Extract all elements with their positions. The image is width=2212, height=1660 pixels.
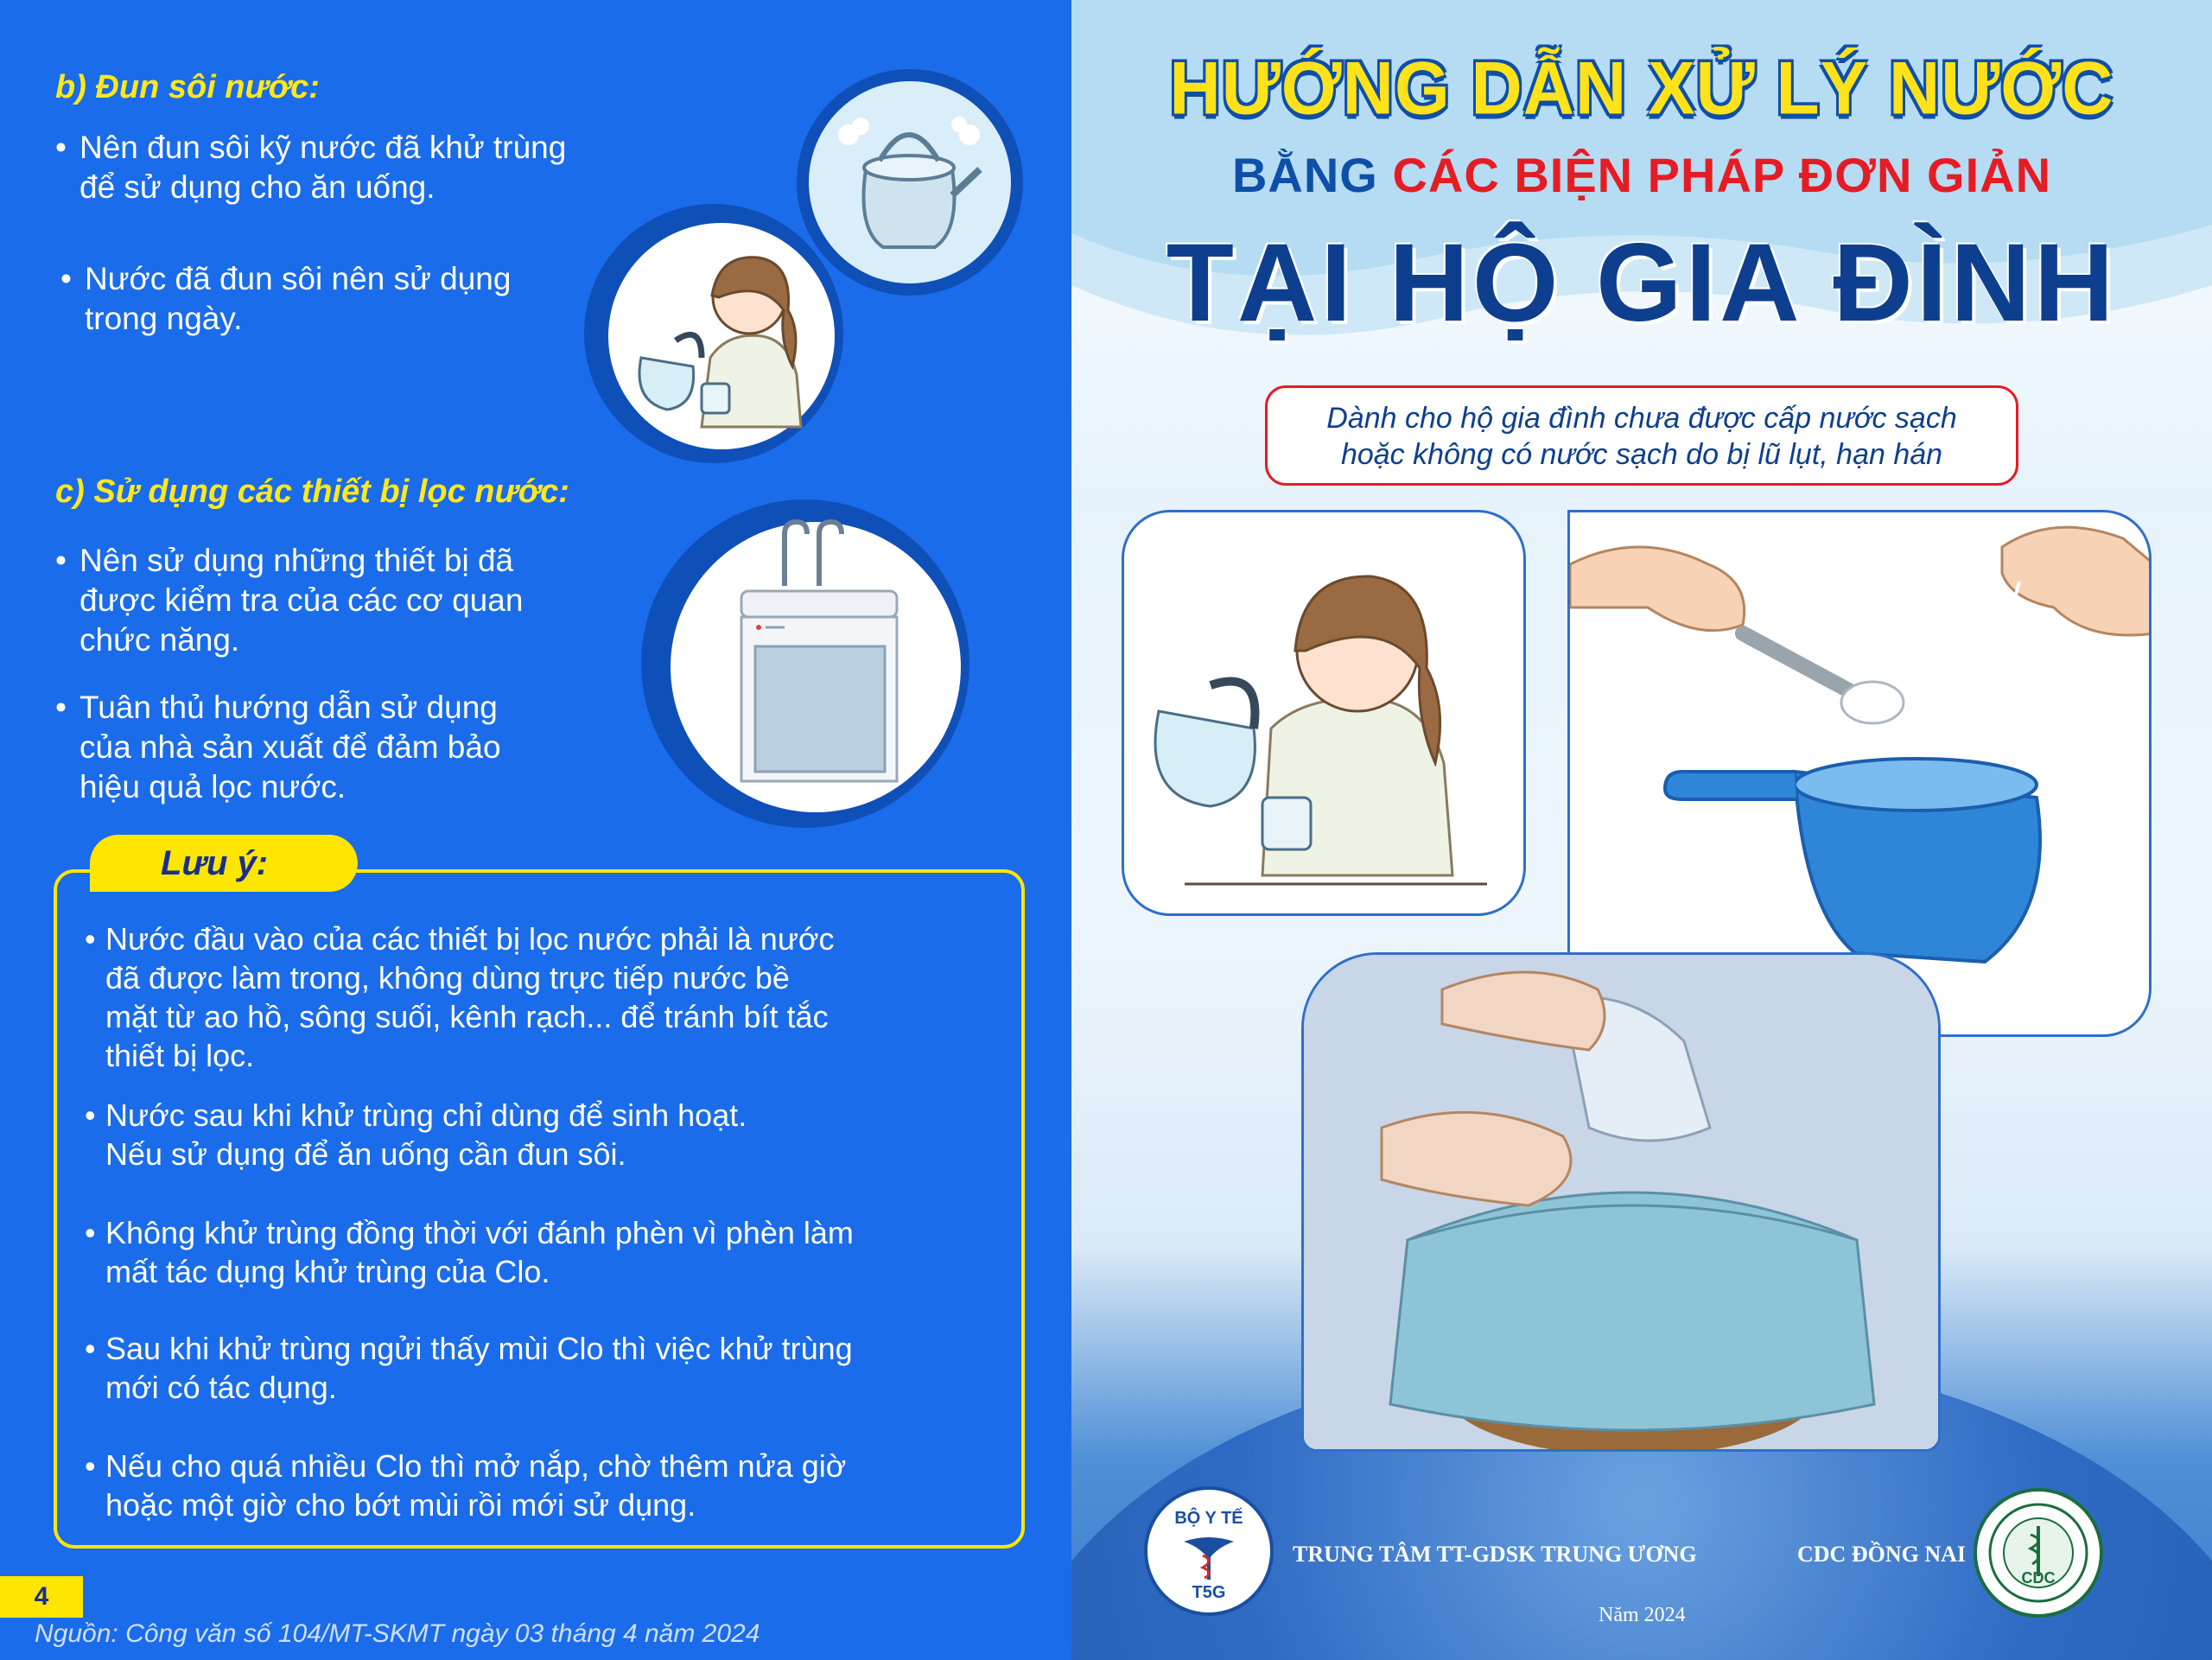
note-tag: Lưu ý: xyxy=(90,835,358,892)
subtitle-box: Dành cho hộ gia đình chưa được cấp nước sạch hoặc không có nước sạch do bị lũ lụt, hạn hán xyxy=(1265,385,2018,486)
image-card-covered-jar xyxy=(1301,952,1941,1452)
note-bullet-3: • Không khử trùng đồng thời với đánh phèn vì phèn làm mất tác dụng khử trùng của Clo. xyxy=(85,1215,854,1289)
boil-bullet-2: • Nước đã đun sôi nên sử dụng trong ngày. xyxy=(60,261,512,336)
girl-circle xyxy=(584,204,843,463)
water-filter-dispenser-icon xyxy=(733,517,906,793)
kettle-icon xyxy=(831,100,987,264)
org-right-label: CDC ĐỒNG NAI xyxy=(1797,1542,1966,1567)
title-line-2: BẰNG CÁC BIỆN PHÁP ĐƠN GIẢN xyxy=(1231,148,2052,202)
right-panel xyxy=(1071,0,2212,1660)
org-center-label: TRUNG TÂM TT-GDSK TRUNG ƯƠNG xyxy=(1293,1542,1697,1567)
note-bullet-4: • Sau khi khử trùng ngửi thấy mùi Clo thì việc khử trùng mới có tác dụng. xyxy=(85,1331,853,1405)
image-card-girl xyxy=(1122,510,1526,916)
girl-pouring-water-icon xyxy=(615,228,831,444)
page-number: 4 xyxy=(0,1576,83,1618)
title-line-1: HƯỚNG DẪN XỬ LÝ NƯỚC xyxy=(1169,47,2114,130)
girl-pouring-water-icon xyxy=(1124,512,1526,916)
cdc-seal-icon xyxy=(1982,1497,2094,1609)
section-filter-title: c) Sử dụng các thiết bị lọc nước: xyxy=(55,474,569,510)
ministry-of-health-logo: BỘ Y TẾ T5G xyxy=(1144,1486,1274,1616)
note-bullet-1: • Nước đầu vào của các thiết bị lọc nước phải là nước đã được làm trong, không dùng trực tiếp nước bề mặt từ ao hồ, sông suối, kênh rạch... để tránh bít tắc thiết bị lọc. xyxy=(85,921,835,1073)
left-panel xyxy=(0,0,1071,1660)
source-citation: Nguồn: Công văn số 104/MT-SKMT ngày 03 tháng 4 năm 2024 xyxy=(35,1619,760,1648)
boil-bullet-1: • Nên đun sôi kỹ nước đã khử trùng để sử dụng cho ăn uống. xyxy=(55,130,567,205)
covered-water-jar-icon xyxy=(1304,955,1941,1452)
cdc-dong-nai-logo: CDC xyxy=(1974,1488,2103,1618)
section-boil-title: b) Đun sôi nước: xyxy=(55,69,320,105)
filter-bullet-1: • Nên sử dụng những thiết bị đã được kiểm tra của các cơ quan chức năng. xyxy=(55,543,524,658)
filter-circle xyxy=(641,499,969,828)
filter-bullet-2: • Tuân thủ hướng dẫn sử dụng của nhà sản xuất để đảm bảo hiệu quả lọc nước. xyxy=(55,690,501,805)
note-bullet-5: • Nếu cho quá nhiều Clo thì mở nắp, chờ thêm nửa giờ hoặc một giờ cho bớt mùi rồi mới sử dụng. xyxy=(85,1448,847,1523)
caduceus-icon xyxy=(1180,1530,1237,1581)
note-bullet-2: • Nước sau khi khử trùng chỉ dùng để sinh hoạt. Nếu sử dụng để ăn uống cần đun sôi. xyxy=(85,1097,747,1172)
title-line-3: TẠI HỘ GIA ĐÌNH xyxy=(1166,221,2118,345)
year-label: Năm 2024 xyxy=(1599,1604,1686,1626)
